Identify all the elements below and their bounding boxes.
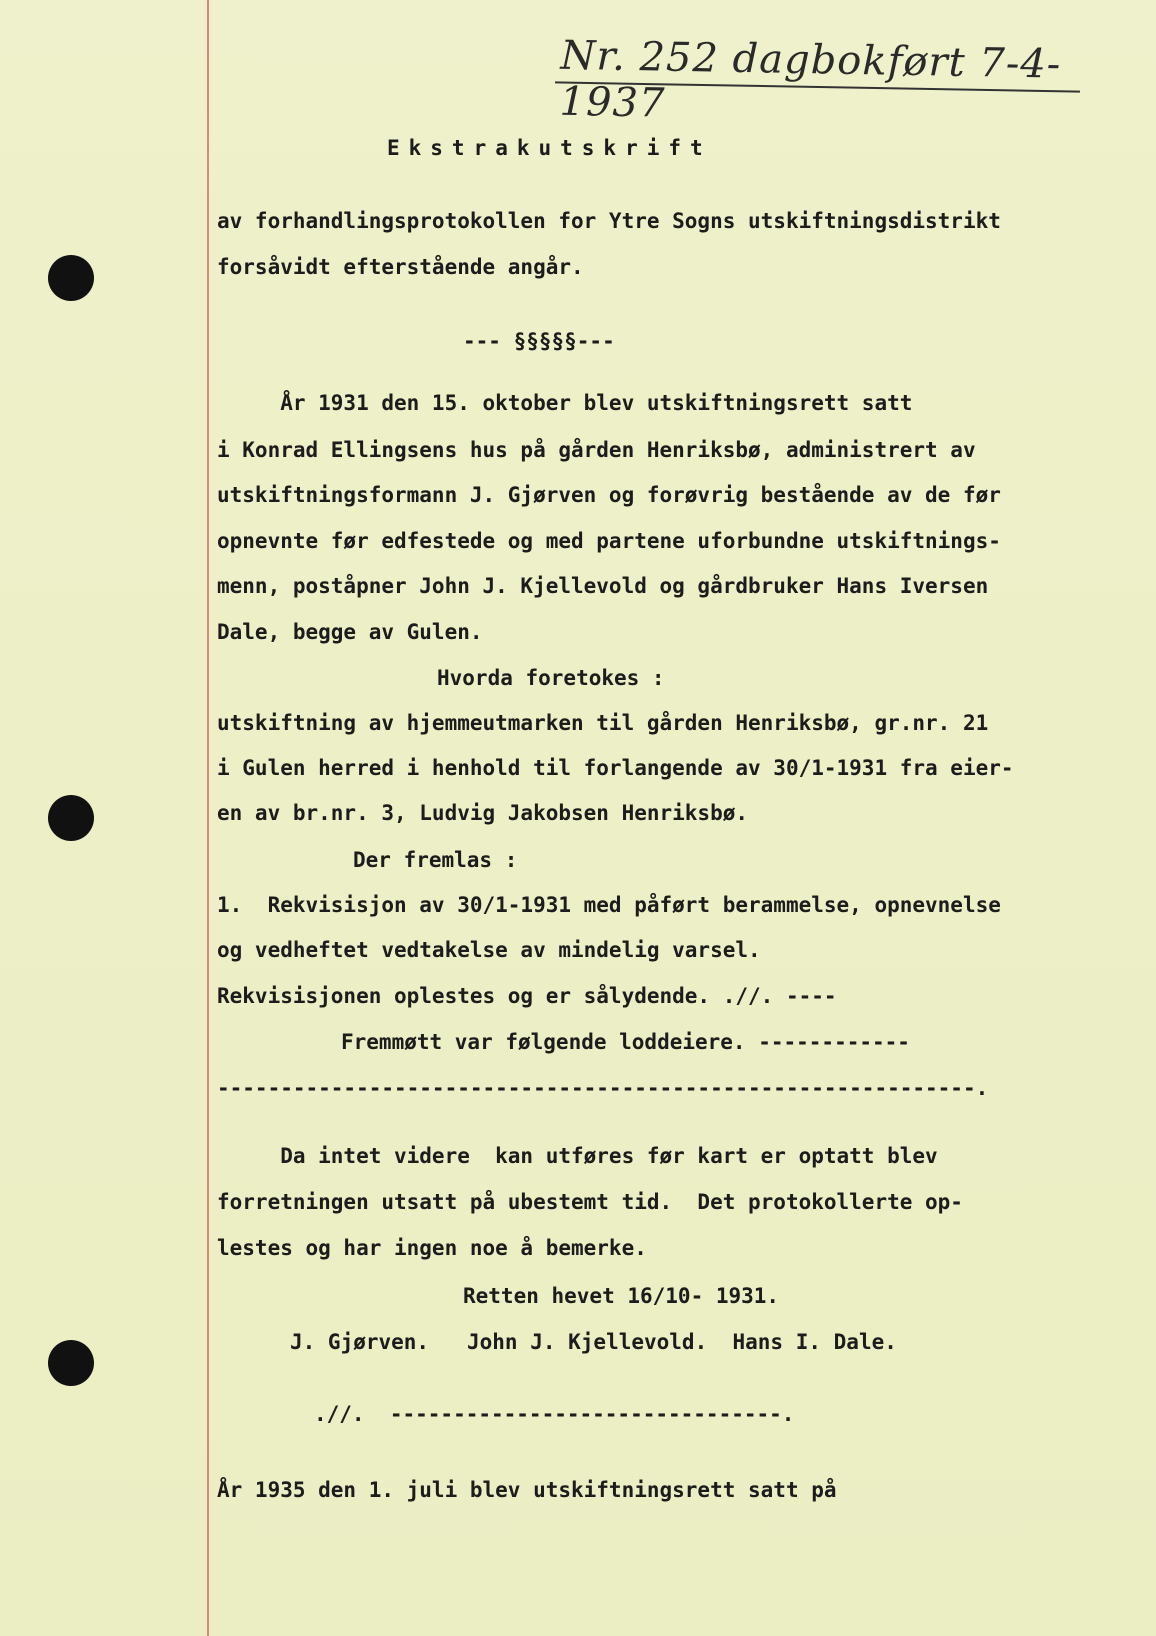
handwritten-note: Nr. 252 dagbokført 7-4-1937 (559, 32, 1062, 127)
text-line: Retten hevet 16/10- 1931. (463, 1284, 780, 1308)
text-line: 1. Rekvisisjon av 30/1-1931 med påført berammelse, opnevnelse (217, 893, 1001, 917)
punch-hole-icon (48, 795, 94, 841)
text-line: År 1931 den 15. oktober blev utskiftningsrett satt (217, 391, 913, 415)
text-line: forretningen utsatt på ubestemt tid. Det protokollerte op- (217, 1190, 963, 1214)
margin-line (207, 0, 209, 1636)
document-title: Ekstrakutskrift (387, 136, 712, 160)
text-line: menn, poståpner John J. Kjellevold og gårdbruker Hans Iversen (217, 574, 989, 598)
text-line: utskiftningsformann J. Gjørven og forøvrig bestående av de før (217, 483, 1001, 507)
text-line: .//. -------------------------------. (314, 1402, 795, 1426)
punch-hole-icon (48, 255, 94, 301)
text-line: i Konrad Ellingsens hus på gården Henriksbø, administrert av (217, 438, 976, 462)
text-line: Hvorda foretokes : (437, 666, 665, 690)
text-line: lestes og har ingen noe å bemerke. (217, 1236, 647, 1260)
text-line: og vedheftet vedtakelse av mindelig varsel. (217, 938, 761, 962)
section-separator: --- §§§§§--- (463, 329, 615, 353)
text-line: utskiftning av hjemmeutmarken til gården Henriksbø, gr.nr. 21 (217, 711, 989, 735)
text-line: Der fremlas : (353, 848, 518, 872)
text-line: Da intet videre kan utføres før kart er optatt blev (217, 1144, 938, 1168)
text-line: opnevnte før edfestede og med partene uforbundne utskiftnings- (217, 529, 1001, 553)
text-line: År 1935 den 1. juli blev utskiftningsrett satt på (217, 1478, 837, 1502)
text-line: av forhandlingsprotokollen for Ytre Sogns utskiftningsdistrikt (217, 209, 1001, 233)
text-line: Dale, begge av Gulen. (217, 620, 483, 644)
text-line: Rekvisisjonen oplestes og er sålydende. .//. ---- (217, 984, 837, 1008)
text-line: Fremmøtt var følgende loddeiere. ------------ (341, 1030, 910, 1054)
signatures-line: J. Gjørven. John J. Kjellevold. Hans I. Dale. (290, 1330, 897, 1354)
text-line: ------------------------------------------------------------. (217, 1076, 989, 1100)
punch-hole-icon (48, 1340, 94, 1386)
text-line: forsåvidt efterstående angår. (217, 255, 584, 279)
text-line: en av br.nr. 3, Ludvig Jakobsen Henriksbø. (217, 801, 749, 825)
text-line: i Gulen herred i henhold til forlangende av 30/1-1931 fra eier- (217, 756, 1014, 780)
